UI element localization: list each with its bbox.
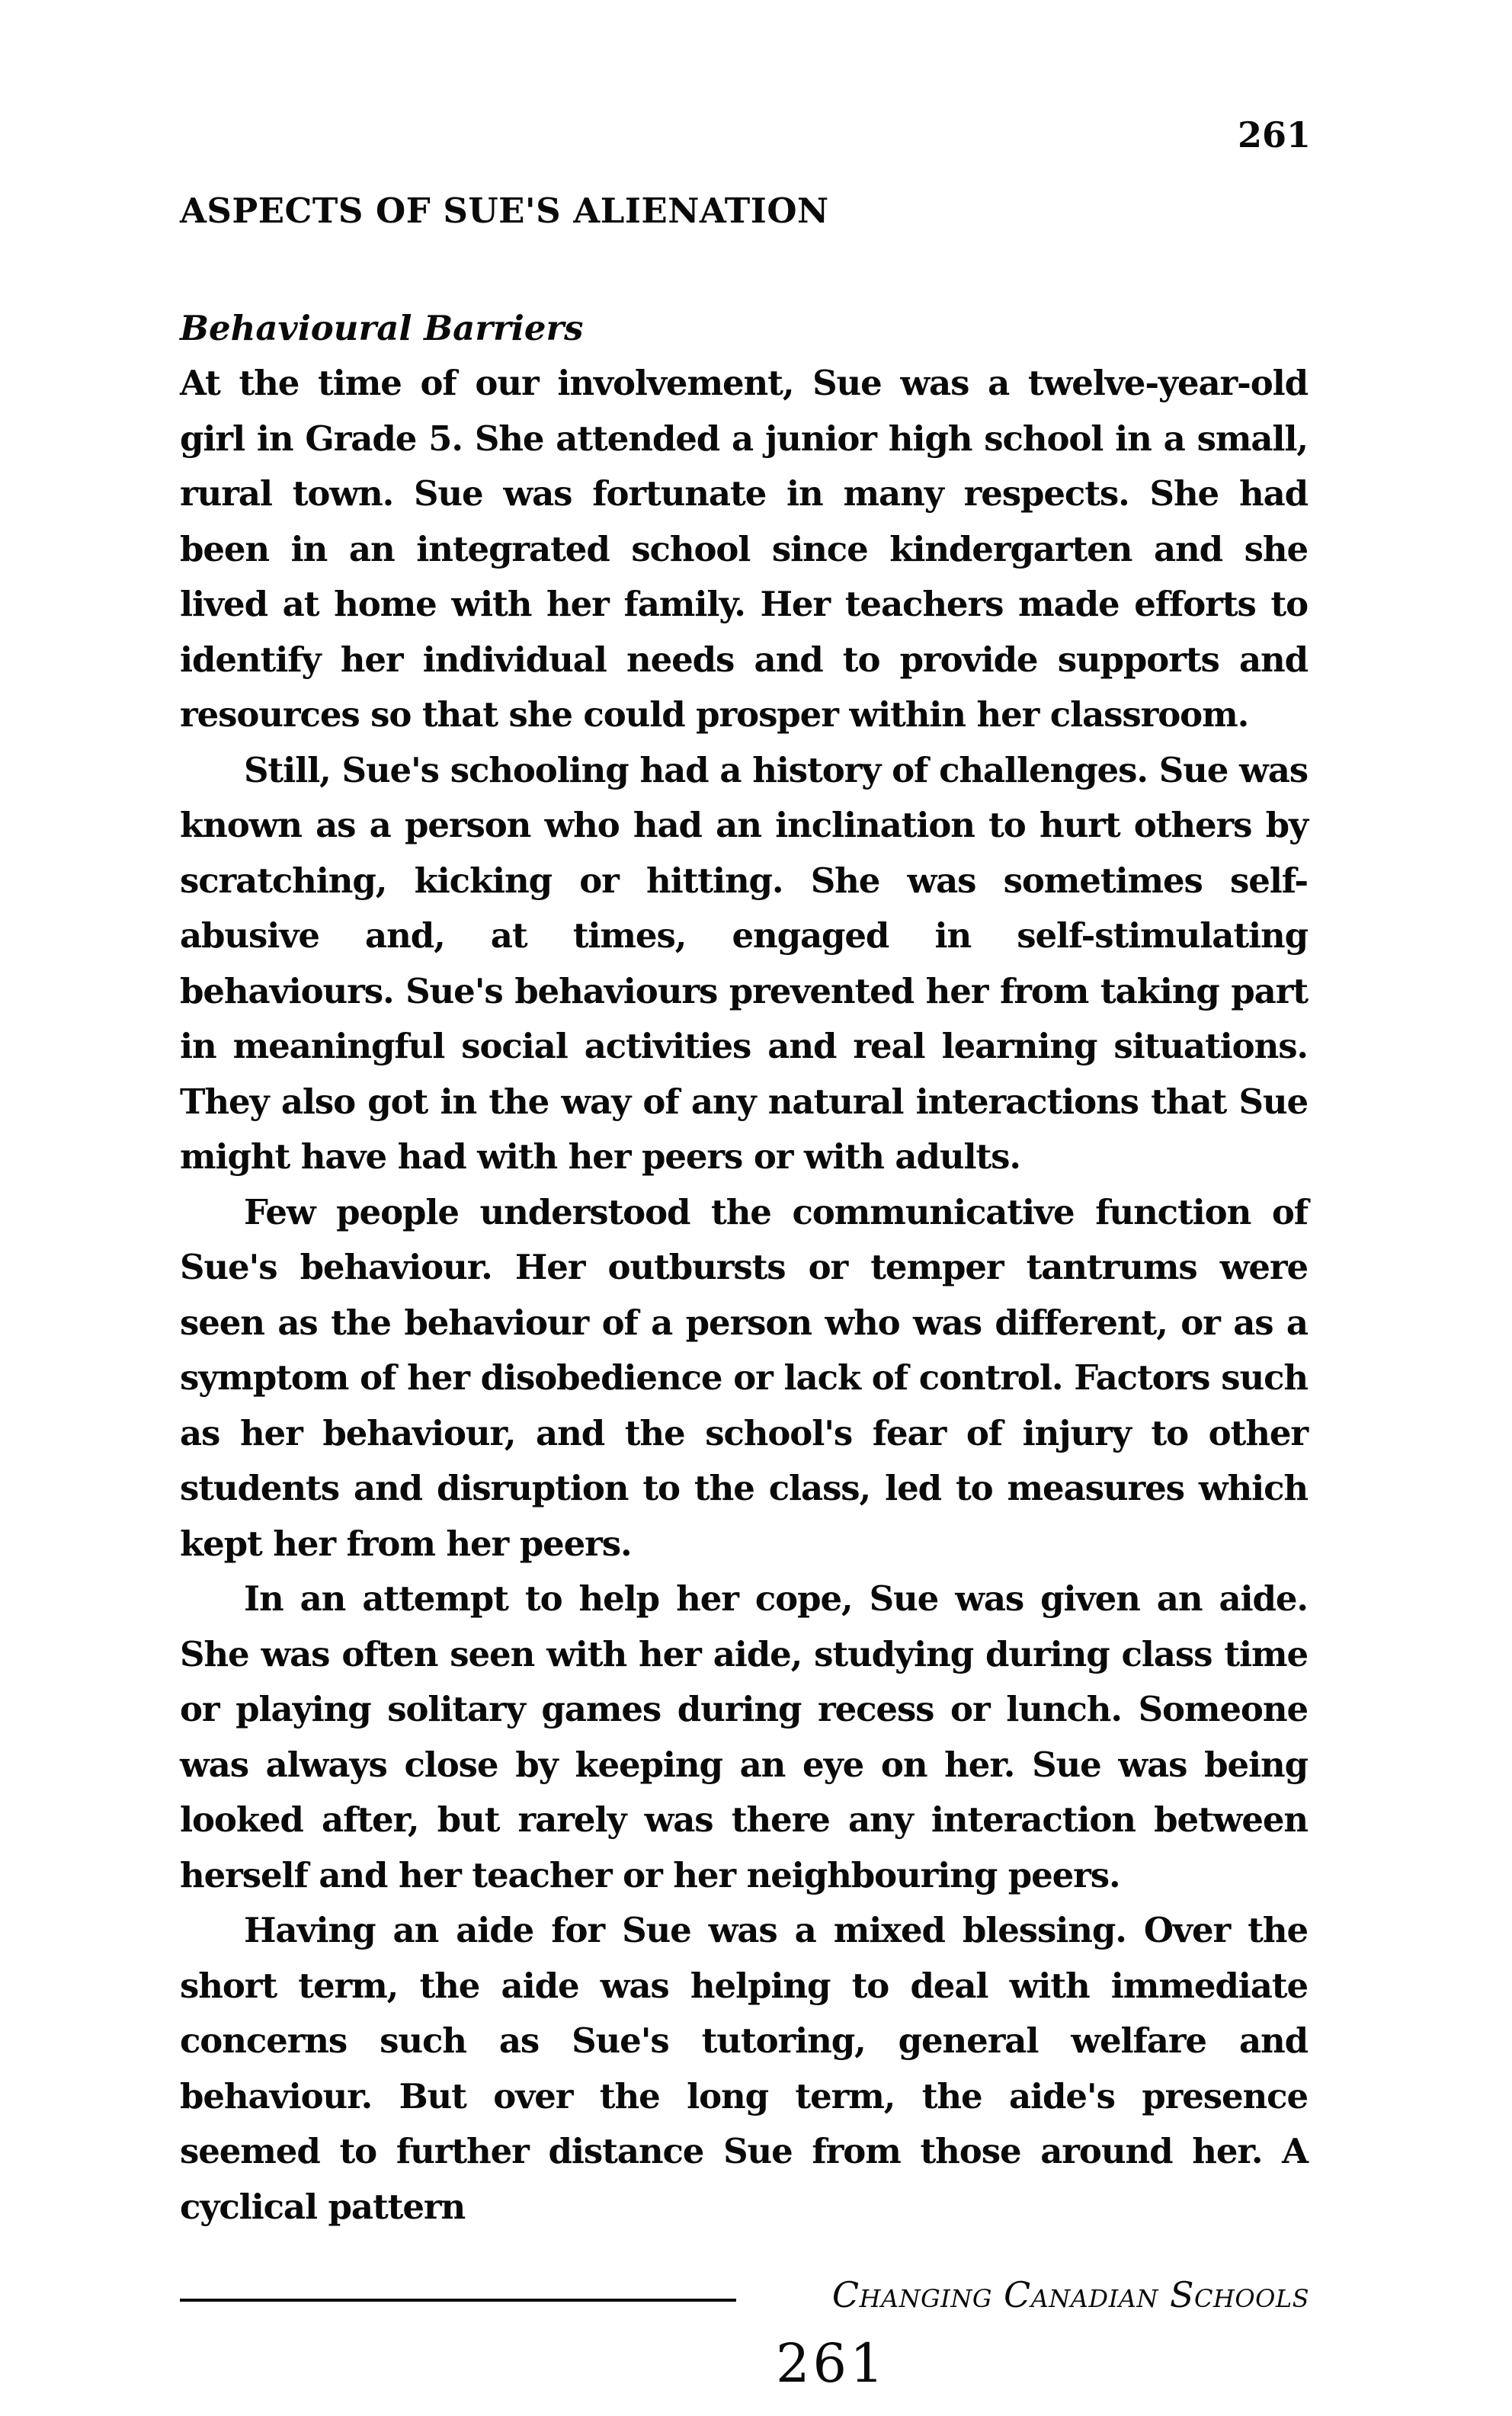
paragraph-5: Having an aide for Sue was a mixed blessing. Over the short term, the aide was helping to deal with immediate concerns such as Sue's tutoring, general welfare and behaviour. But over the long term, the aide's presence seemed to further distance Sue from those around her. A cyclical pattern — [180, 1910, 1308, 2227]
document-body — [180, 191, 1308, 2235]
section-heading: ASPECTS OF SUE'S ALIENATION — [180, 191, 829, 231]
footer-title: Changing Canadian Schools — [831, 2274, 1309, 2315]
page-number-top: 261 — [1237, 114, 1311, 155]
paragraph-1: At the time of our involvement, Sue was a twelve-year-old girl in Grade 5. She attended a junior high school in a small, rural town. Sue was fortunate in many respects. She had been in an integrated school since kindergarten and she lived at home with her family. Her teachers made efforts to identify her individual needs and to provide supports and resources so that she could prosper within her classroom. — [180, 363, 1308, 735]
page-number-bottom: 261 — [776, 2332, 887, 2395]
paragraph-3: Few people understood the communicative function of Sue's behaviour. Her outbursts or temper tantrums were seen as the behaviour of a person who was different, or as a symptom of her disobedience or lack of control. Factors such as her behaviour, and the school's fear of injury to other students and disruption to the class, led to measures which kept her from her peers. — [180, 1191, 1308, 1564]
paragraph-2: Still, Sue's schooling had a history of challenges. Sue was known as a person who had an inclination to hurt others by scratching, kicking or hitting. She was sometimes self-abusive and, at times, engaged in self-stimulating behaviours. Sue's behaviours prevented her from taking part in meaningful social activities and real learning situations. They also got in the way of any natural interactions that Sue might have had with her peers or with adults. — [180, 749, 1308, 1177]
footer-rule — [180, 2299, 736, 2302]
subheading: Behavioural Barriers — [180, 308, 584, 348]
paragraph-4: In an attempt to help her cope, Sue was given an aide. She was often seen with her aide, studying during class time or playing solitary games during recess or lunch. Someone was always close by keeping an eye on her. Sue was being looked after, but rarely was there any interaction between herself and her teacher or her neighbouring peers. — [180, 1578, 1308, 1895]
